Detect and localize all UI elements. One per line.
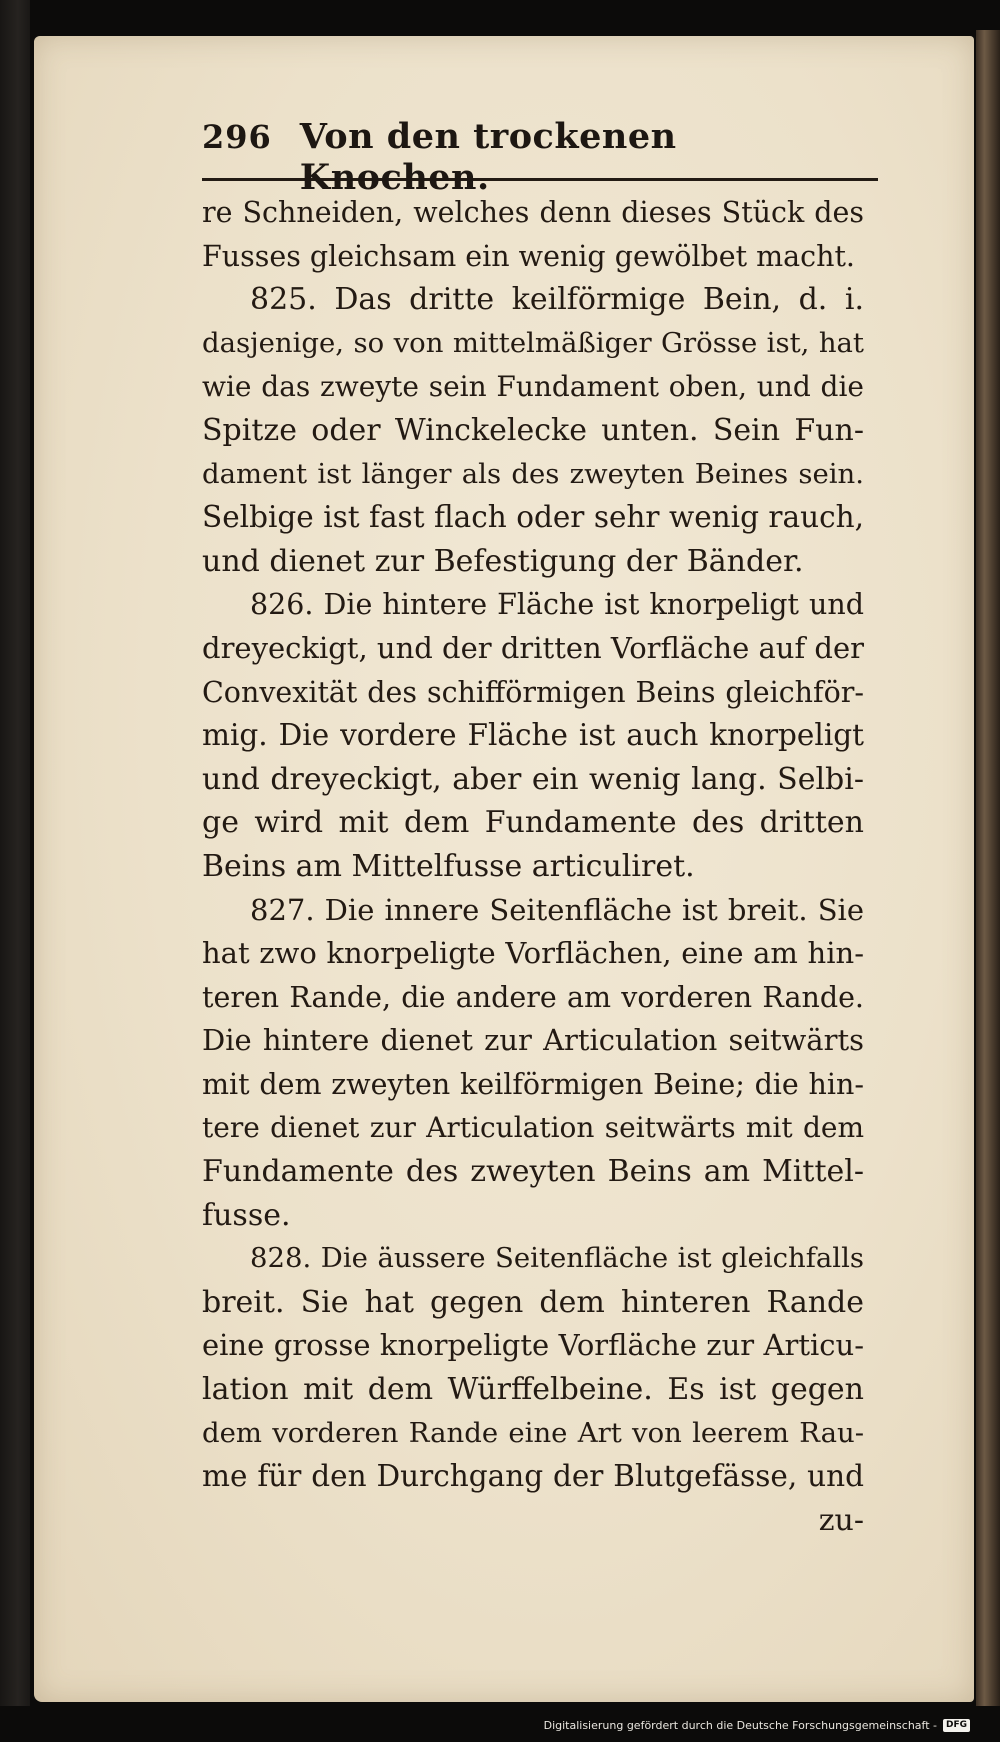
text-line: mit dem zweyten keilförmigen Beine; die hin-: [202, 1067, 864, 1101]
text-line: Selbige ist fast flach oder sehr wenig rauch,: [202, 500, 864, 535]
text-line: und dienet zur Befestigung der Bänder.: [202, 543, 804, 579]
page-content: [202, 116, 864, 1542]
text-line: breit. Sie hat gegen dem hinteren Rande: [202, 1284, 864, 1320]
page-stack-edge: [976, 30, 1000, 1706]
paragraph-826-start: 826. Die hintere Fläche ist knorpeligt und: [250, 588, 864, 622]
text-line: Die hintere dienet zur Articulation seitwärts: [202, 1023, 864, 1058]
text-line: mig. Die vordere Fläche ist auch knorpeligt: [202, 718, 864, 753]
text-line: dreyeckigt, und der dritten Vorfläche auf der: [202, 630, 864, 665]
text-line: Beins am Mittelfusse articuliret.: [202, 848, 695, 884]
credit-text: Digitalisierung gefördert durch die Deutsche Forschungsgemeinschaft -: [543, 1719, 937, 1732]
book-binding-edge: [0, 0, 30, 1742]
text-line: Fundamente des zweyten Beins am Mittel-: [202, 1154, 864, 1190]
page-number: 296: [202, 118, 272, 156]
text-line: teren Rande, die andere am vorderen Rande.: [202, 980, 864, 1014]
text-line: Fusses gleichsam ein wenig gewölbet macht.: [202, 239, 855, 273]
text-line: Convexität des schifförmigen Beins gleichför-: [202, 675, 864, 709]
footer-bar: [0, 1706, 1000, 1742]
text-line: dament ist länger als des zweyten Beines sein.: [202, 457, 864, 490]
text-line: lation mit dem Würffelbeine. Es ist gegen: [202, 1372, 864, 1408]
body-text: [202, 191, 864, 1542]
text-line: wie das zweyte sein Fundament oben, und die: [202, 370, 864, 404]
catchword: zu-: [818, 1502, 864, 1538]
text-line: re Schneiden, welches denn dieses Stück des: [202, 196, 864, 229]
text-line: fusse.: [202, 1197, 291, 1233]
text-line: eine grosse knorpeligte Vorfläche zur Articu-: [202, 1328, 864, 1363]
text-line: me für den Durchgang der Blutgefässe, und: [202, 1459, 864, 1494]
paragraph-827-start: 827. Die innere Seitenfläche ist breit. Sie: [250, 892, 864, 927]
dfg-logo: DFG: [943, 1719, 970, 1732]
text-line: tere dienet zur Articulation seitwärts mit dem: [202, 1111, 864, 1145]
text-line: und dreyeckigt, aber ein wenig lang. Selbi-: [202, 761, 864, 797]
paragraph-828-start: 828. Die äussere Seitenfläche ist gleichfalls: [250, 1242, 864, 1275]
running-title: Von den trockenen Knochen.: [299, 116, 677, 198]
text-line: hat zwo knorpeligte Vorflächen, eine am hin-: [202, 936, 864, 971]
running-head: [202, 116, 864, 198]
text-line: dasjenige, so von mittelmäßiger Grösse ist, hat: [202, 326, 864, 359]
book-page: [34, 36, 974, 1702]
text-line: dem vorderen Rande eine Art von leerem Rau-: [202, 1416, 864, 1449]
text-line: Spitze oder Winckelecke unten. Sein Fun-: [202, 412, 864, 448]
paragraph-825-start: 825. Das dritte keilförmige Bein, d. i.: [250, 282, 864, 318]
digitization-credit: [544, 1719, 970, 1732]
text-line: ge wird mit dem Fundamente des dritten: [202, 805, 864, 841]
